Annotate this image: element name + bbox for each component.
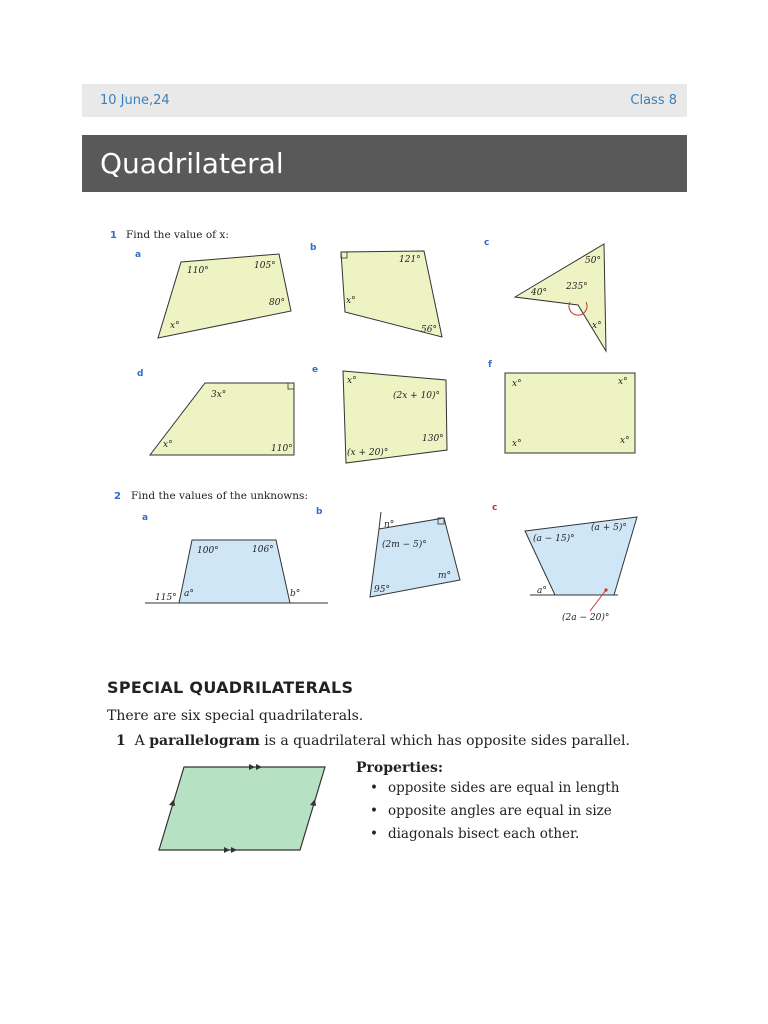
ex2-prompt: Find the values of the unknowns: (131, 490, 308, 502)
property-item: • diagonals bisect each other. (370, 826, 619, 849)
ex1b-angle-1: 121° (399, 255, 421, 265)
ex2a-angle-1: 100° (197, 546, 219, 556)
header-class: Class 8 (630, 93, 677, 108)
ex1e-angle-4: (x + 20)° (347, 448, 389, 458)
ex1a-angle-4: x° (170, 321, 180, 331)
ex2b-angle-2: (2m − 5)° (382, 540, 427, 550)
parallelogram-definition (116, 733, 630, 749)
ex2c-angle-4: (2a − 20)° (562, 613, 610, 623)
ex1d-angle-3: 110° (271, 444, 293, 454)
ex1d-angle-2: x° (163, 440, 173, 450)
ex1f-angle-2: x° (618, 377, 628, 387)
ex2b-angle-1: n° (384, 520, 395, 530)
properties-list (370, 780, 619, 849)
ex1b-angle-3: 56° (421, 325, 437, 335)
ex1f-angle-4: x° (620, 436, 630, 446)
ex1a-angle-2: 105° (254, 261, 276, 271)
def-post: is a quadrilateral which has opposite sides parallel. (259, 733, 630, 749)
ex2c-pointer-dot (604, 588, 607, 591)
ex1c-angle-2: 40° (531, 288, 547, 298)
ex2c-angle-1: (a − 15)° (533, 534, 575, 544)
arrow-left (169, 799, 175, 806)
ex1a-label: a (135, 250, 142, 260)
ex1c-angle-3: 235° (566, 282, 588, 292)
ex2c-angle-3: a° (537, 586, 547, 596)
ex2-number: 2 (114, 491, 121, 502)
ex1b-angle-2: x° (346, 296, 356, 306)
ex2a-angle-5: b° (290, 589, 301, 599)
ex1f-angle-3: x° (512, 439, 522, 449)
page-title: Quadrilateral (100, 147, 284, 180)
property-item: • opposite angles are equal in size (370, 803, 619, 826)
properties-title: Properties: (356, 760, 444, 776)
ex1d-label: d (137, 369, 144, 379)
ex2b-angle-4: 95° (374, 585, 390, 595)
property-item: • opposite sides are equal in length (370, 780, 619, 803)
header-date: 10 June,24 (100, 93, 170, 108)
parallelogram-shape (159, 767, 325, 850)
ex1e-label: e (312, 365, 319, 375)
ex1c-label: c (484, 238, 490, 248)
special-heading: SPECIAL QUADRILATERALS (107, 678, 354, 697)
ex2c-angle-2: (a + 5)° (591, 523, 627, 533)
ex1d-angle-1: 3x° (211, 390, 227, 400)
def-pre: A (134, 733, 150, 749)
ex1-number: 1 (110, 230, 117, 241)
ex2b-extension-line (379, 512, 381, 529)
ex1e-angle-2: (2x + 10)° (393, 391, 441, 401)
ex1f-label: f (488, 360, 492, 370)
ex2a-angle-3: 115° (155, 593, 177, 603)
ex1b-label: b (310, 243, 317, 253)
ex1f-angle-1: x° (512, 379, 522, 389)
ex1f-shape (505, 373, 635, 453)
ex2c-label: c (492, 503, 498, 513)
ex1-prompt: Find the value of x: (126, 229, 229, 241)
ex2b-angle-3: m° (438, 571, 452, 581)
def-term: parallelogram (149, 733, 260, 749)
ex1e-angle-3: 130° (422, 434, 444, 444)
ex1a-angle-3: 80° (269, 298, 285, 308)
ex1a-angle-1: 110° (187, 266, 209, 276)
ex2a-angle-2: 106° (252, 545, 274, 555)
special-intro: There are six special quadrilaterals. (107, 708, 364, 724)
ex1e-angle-1: x° (347, 376, 357, 386)
item-number: 1 (116, 733, 126, 749)
ex2a-angle-4: a° (184, 589, 194, 599)
ex1c-angle-1: 50° (585, 256, 601, 266)
ex2a-label: a (142, 513, 149, 523)
ex1c-angle-4: x° (592, 321, 602, 331)
ex2b-label: b (316, 507, 323, 517)
